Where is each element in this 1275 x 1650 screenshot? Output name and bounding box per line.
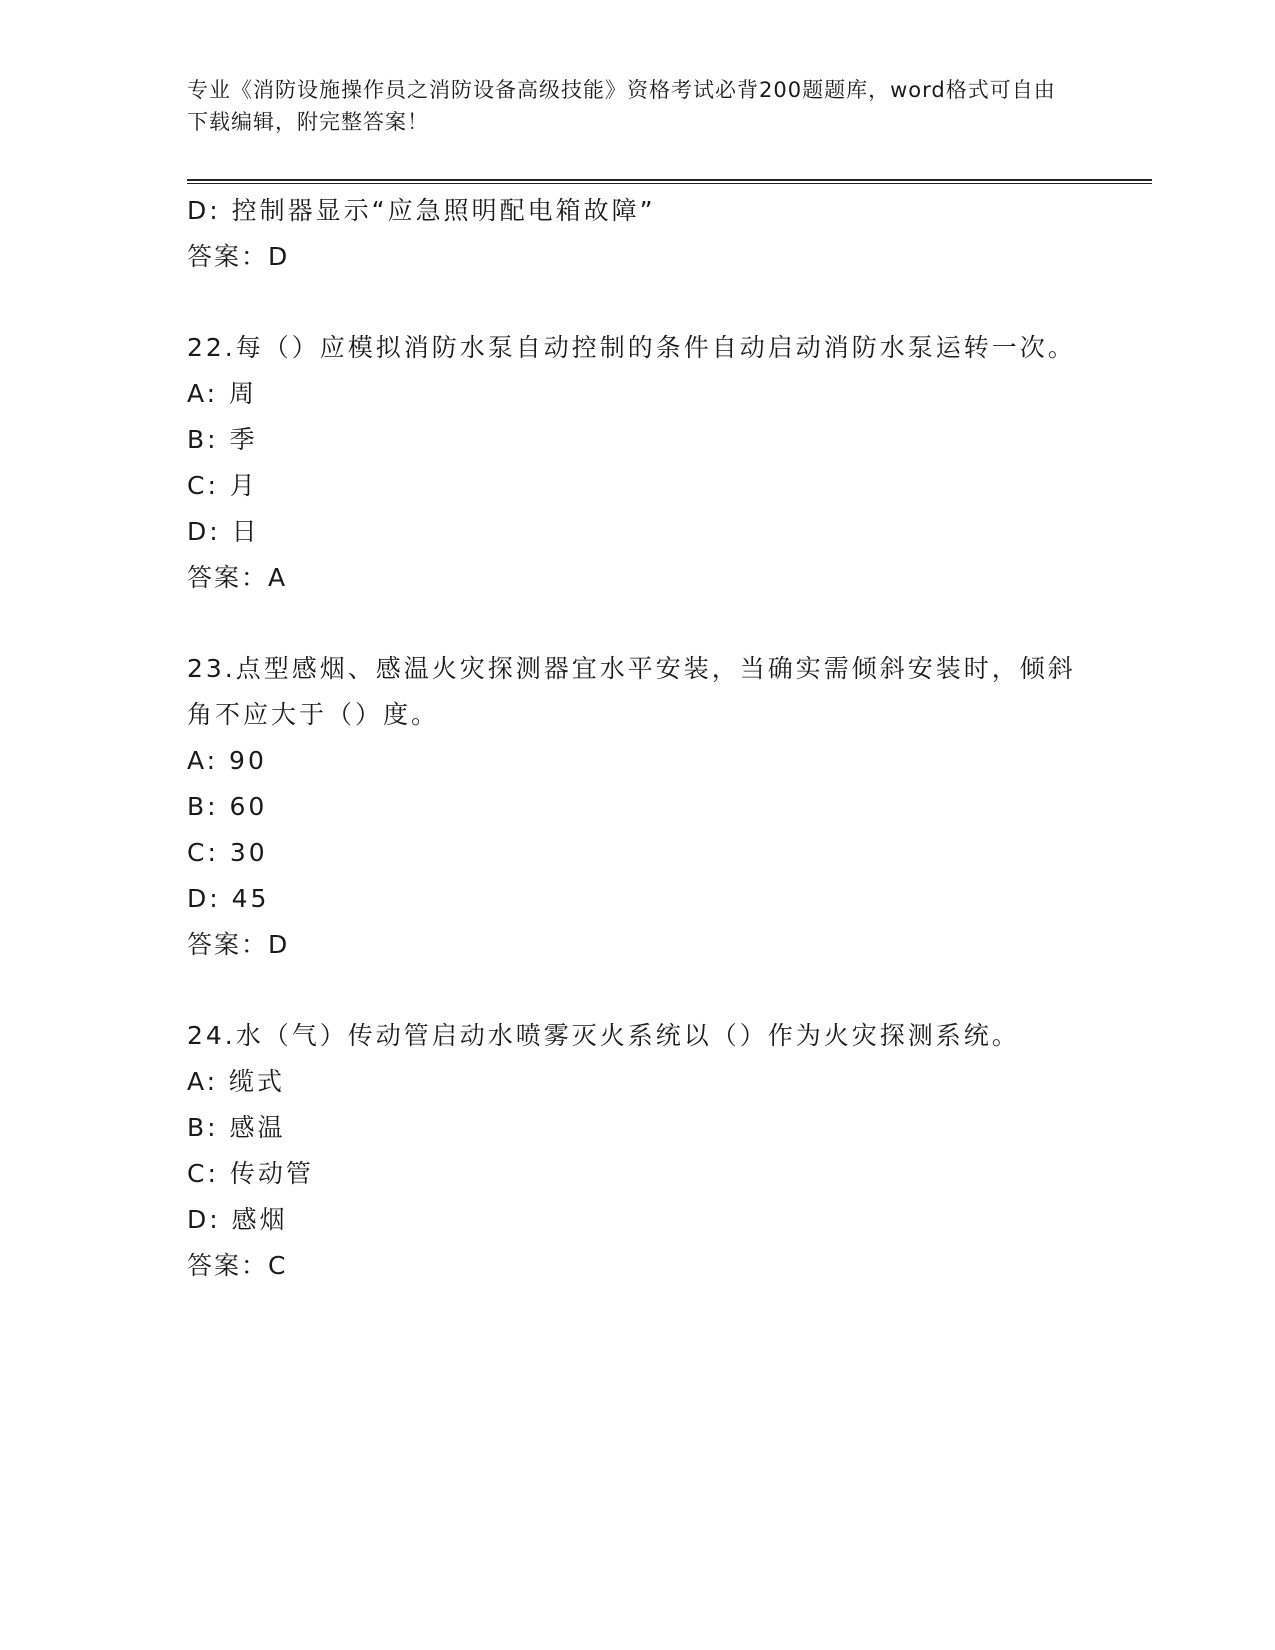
answer-line: 答案：C — [187, 1251, 288, 1280]
option-b: B: 感温 — [187, 1113, 286, 1142]
spacer — [187, 601, 1087, 646]
header-divider-thin — [187, 183, 1152, 184]
question-block-22 — [187, 325, 1087, 601]
question-title: 22.每（）应模拟消防水泵自动控制的条件自动启动消防水泵运转一次。 — [187, 333, 1076, 362]
option-c: C: 月 — [187, 471, 258, 500]
question-title: 23.点型感烟、感温火灾探测器宜水平安装，当确实需倾斜安装时，倾斜角不应大于（）度。 — [187, 654, 1076, 729]
option-c: C: 传动管 — [187, 1159, 314, 1188]
option-d: D: 感烟 — [187, 1205, 288, 1234]
answer-line: 答案：A — [187, 563, 288, 592]
question-title: 24.水（气）传动管启动水喷雾灭火系统以（）作为火灾探测系统。 — [187, 1021, 1020, 1050]
spacer — [187, 280, 1087, 325]
question-list — [187, 188, 1087, 1289]
question-block-24 — [187, 1013, 1087, 1289]
option-a: A: 缆式 — [187, 1067, 286, 1096]
option-a: A: 周 — [187, 379, 258, 408]
header-divider — [187, 179, 1152, 181]
option-c: C: 30 — [187, 838, 268, 867]
question-block-23 — [187, 646, 1087, 968]
question-block-21 — [187, 188, 1087, 280]
spacer — [187, 968, 1087, 1013]
option-d: D: 控制器显示“应急照明配电箱故障” — [187, 196, 656, 225]
option-b: B: 60 — [187, 792, 268, 821]
page-header: 专业《消防设施操作员之消防设备高级技能》资格考试必背200题题库，word格式可自由下载编辑，附完整答案！ — [187, 78, 1056, 134]
option-b: B: 季 — [187, 425, 258, 454]
answer-line: 答案：D — [187, 930, 290, 959]
option-d: D: 45 — [187, 884, 270, 913]
answer-line: 答案：D — [187, 242, 290, 271]
option-d: D: 日 — [187, 517, 260, 546]
option-a: A: 90 — [187, 746, 267, 775]
